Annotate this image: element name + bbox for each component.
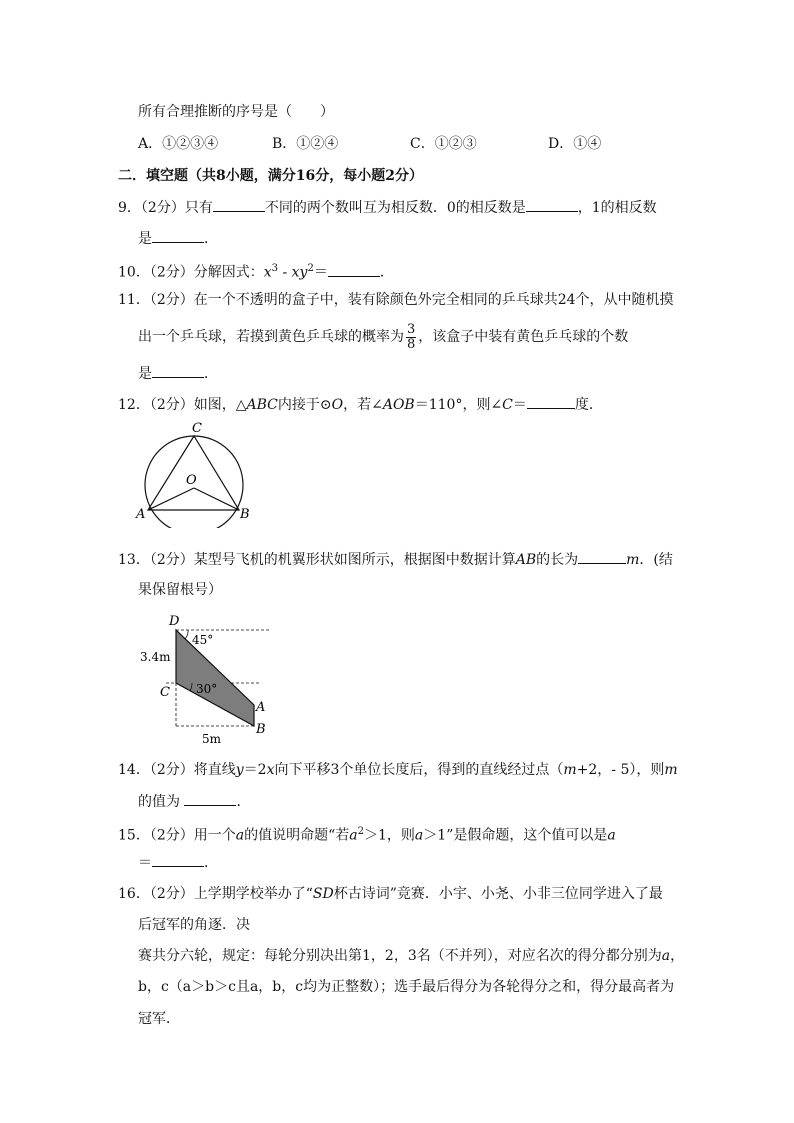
section-heading: 二．填空题（共8小题，满分16分，每小题2分） bbox=[118, 168, 423, 184]
option-a: A．①②③④ bbox=[138, 136, 219, 152]
q14-y: y bbox=[235, 762, 244, 778]
option-b: B．①②④ bbox=[272, 136, 339, 152]
q16-line5: 冠军． bbox=[138, 1011, 180, 1027]
q11-line3 bbox=[138, 363, 218, 384]
option-c: C．①②③ bbox=[410, 136, 477, 152]
q10-line bbox=[118, 259, 394, 283]
q14-text-e: ． bbox=[236, 794, 251, 810]
option-d: D．①④ bbox=[548, 136, 602, 152]
q12-aob: AOB bbox=[382, 397, 415, 413]
q10-eq: ＝ bbox=[313, 264, 328, 281]
q13-text-a: 13．（2分）某型号飞机的机翼形状如图所示，根据图中数据计算 bbox=[118, 552, 516, 568]
q10-text: 10．（2分）分解因式： bbox=[118, 264, 264, 281]
q15-square: 2 bbox=[357, 826, 364, 837]
q16-a: a bbox=[661, 948, 671, 964]
q15-text-a: 15．（2分）用一个 bbox=[118, 827, 236, 844]
q14-blank[interactable] bbox=[184, 791, 236, 806]
q14-m: m bbox=[563, 762, 577, 778]
q16-line2: 后冠军的角逐．决 bbox=[138, 917, 250, 933]
q9-text-c: ，1的相反数 bbox=[577, 200, 657, 216]
q10-end: ． bbox=[379, 264, 394, 281]
q13-blank[interactable] bbox=[578, 549, 626, 564]
q12-text-f: 度． bbox=[574, 397, 603, 413]
q13-label-b: B bbox=[256, 722, 266, 737]
q11-line2 bbox=[138, 322, 628, 352]
q12-text-a: 12．（2分）如图，△ bbox=[118, 397, 247, 413]
q15-a2: a bbox=[349, 827, 358, 844]
q12-label-a: A bbox=[136, 507, 146, 522]
q10-mid: - xy bbox=[278, 264, 308, 281]
q10-x: x bbox=[263, 264, 272, 281]
q15-a4: a bbox=[607, 827, 616, 844]
q11-text-a: 出一个乒乓球，若摸到黄色乒乓球的概率为 bbox=[138, 329, 404, 345]
q11-text-d: ． bbox=[204, 366, 218, 382]
q13-angle-45: 45° bbox=[192, 633, 214, 647]
q12-abc: ABC bbox=[246, 397, 278, 413]
q12-line bbox=[118, 394, 603, 415]
q15-text-f: ． bbox=[204, 855, 218, 871]
q16-text-d: ， bbox=[670, 948, 685, 964]
q12-text-d: ＝110°，则∠ bbox=[414, 397, 503, 413]
q13-label-c: C bbox=[160, 685, 170, 700]
q13-angle-30: 30° bbox=[196, 682, 218, 696]
q15-text-b: 的值说明命题“若 bbox=[244, 827, 350, 844]
q15-a1: a bbox=[235, 827, 245, 844]
q9-line1 bbox=[118, 197, 657, 218]
q12-text-e: ＝ bbox=[512, 397, 527, 413]
q14-text-d: 的值为 bbox=[138, 794, 185, 810]
q11-blank[interactable] bbox=[152, 363, 204, 378]
q12-text-c: ，若∠ bbox=[343, 397, 383, 413]
q11-line1: 11．（2分）在一个不透明的盒子中，装有除颜色外完全相同的乒乓球共24个，从中随机摸 bbox=[118, 292, 674, 308]
q16-text-c: 赛共分六轮，规定：每轮分别决出第1，2，3名（不并列），对应名次的得分都分别为 bbox=[138, 948, 662, 964]
q11-text-b: ，该盒子中装有黄色乒乓球的个数 bbox=[418, 329, 629, 345]
q15-text-d: ＞1”是假命题，这个值可以是 bbox=[423, 827, 608, 844]
q15-blank[interactable] bbox=[152, 852, 204, 867]
q12-label-c: C bbox=[192, 421, 202, 436]
q12-label-b: B bbox=[240, 507, 250, 522]
q14-line1 bbox=[118, 760, 678, 780]
q12-c: C bbox=[502, 397, 513, 413]
q16-line3 bbox=[138, 946, 684, 966]
q15-line2 bbox=[138, 852, 218, 873]
q13-text-b: 的长为 bbox=[536, 552, 579, 568]
q14-m2: m bbox=[664, 762, 678, 778]
q13-line1 bbox=[118, 549, 673, 570]
q16-line4: b，c（a＞b＞c且a，b，c均为正整数）；选手最后得分为各轮得分之和，得分最高者为 bbox=[138, 979, 675, 995]
q13-figure bbox=[138, 610, 278, 750]
q14-text-b: 向下平移3个单位长度后，得到的直线经过点（ bbox=[274, 762, 564, 778]
q11-text-c: 是 bbox=[138, 366, 152, 382]
q11-denominator: 8 bbox=[407, 336, 416, 352]
q13-label-d: D bbox=[169, 614, 180, 629]
q16-text-b: 杯古诗词”竞赛．小宇、小尧、小非三位同学进入了最 bbox=[333, 886, 663, 902]
q14-text-c: +2，- 5），则 bbox=[576, 762, 665, 778]
q14-text-a: 14．（2分）将直线 bbox=[118, 762, 236, 778]
q16-line1 bbox=[118, 884, 663, 904]
q9-blank-1[interactable] bbox=[213, 197, 265, 212]
q13-wing bbox=[176, 630, 254, 726]
q9-text-a: 9．（2分）只有 bbox=[118, 200, 213, 216]
q9-line2 bbox=[138, 228, 218, 249]
q13-ab: AB bbox=[515, 552, 537, 568]
q9-blank-3[interactable] bbox=[152, 228, 204, 243]
q15-text-c: ＞1，则 bbox=[364, 827, 415, 844]
q13-text-c: ．(结 bbox=[639, 552, 673, 568]
q12-figure bbox=[132, 418, 260, 528]
q10-blank[interactable] bbox=[328, 262, 380, 277]
q9-text-d: 是 bbox=[138, 231, 152, 247]
q11-numerator: 3 bbox=[407, 321, 416, 337]
q16-sd: SD bbox=[312, 886, 334, 902]
q13-dim-34: 3.4m bbox=[140, 650, 171, 664]
q14-line2 bbox=[138, 791, 250, 812]
q14-x: x bbox=[266, 762, 275, 778]
q10-power3: 3 bbox=[271, 263, 279, 274]
q14-eq: ＝2 bbox=[243, 762, 267, 778]
prev-question-line: 所有合理推断的序号是（ ） bbox=[138, 104, 334, 120]
q12-text-b: 内接于⊙ bbox=[277, 397, 332, 413]
q12-blank[interactable] bbox=[527, 394, 575, 409]
q9-blank-2[interactable] bbox=[526, 197, 578, 212]
q12-o: O bbox=[331, 397, 344, 413]
q11-fraction bbox=[406, 323, 416, 352]
q13-m: m bbox=[626, 552, 640, 568]
q16-text-a: 16．（2分）上学期学校举办了“ bbox=[118, 886, 313, 902]
q15-a3: a bbox=[414, 827, 424, 844]
q15-text-e: ＝ bbox=[138, 855, 152, 871]
q9-text-e: ． bbox=[204, 231, 218, 247]
q9-text-b: 不同的两个数叫互为相反数．0的相反数是 bbox=[264, 200, 526, 216]
q15-line1 bbox=[118, 822, 616, 846]
q13-arc-45 bbox=[185, 630, 188, 639]
q13-dim-5: 5m bbox=[202, 732, 222, 746]
q10-power2: 2 bbox=[307, 263, 314, 274]
q13-label-a: A bbox=[256, 700, 266, 715]
q12-label-o: O bbox=[186, 473, 197, 488]
q13-line2: 果保留根号） bbox=[138, 582, 222, 598]
